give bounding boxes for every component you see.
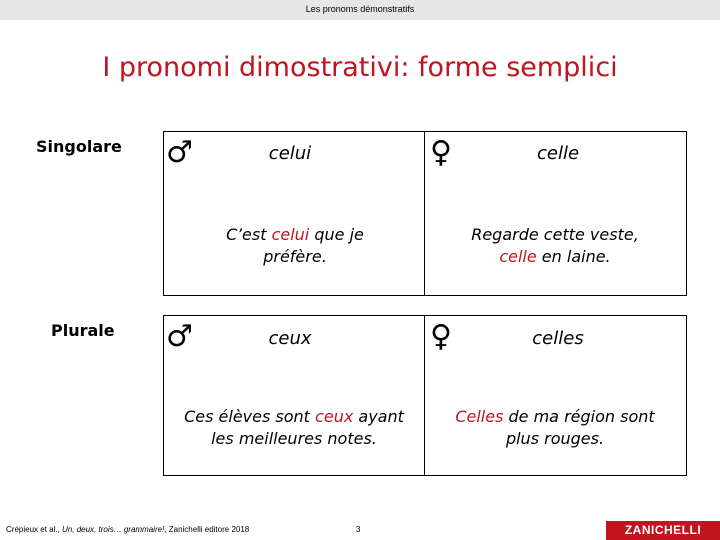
pronoun-celle: celle <box>536 143 580 164</box>
singular-divider <box>424 131 425 296</box>
female-symbol-icon: ♀ <box>430 135 452 170</box>
female-symbol-icon: ♀ <box>430 319 452 354</box>
row-label-plurale: Plurale <box>51 321 115 340</box>
plural-divider <box>424 315 425 476</box>
pronoun-ceux: ceux <box>268 328 312 349</box>
header-bar <box>0 0 720 20</box>
male-symbol-icon: ♂ <box>166 319 193 354</box>
header-text: Les pronoms démonstratifs <box>305 4 415 14</box>
male-symbol-icon: ♂ <box>166 135 193 170</box>
publisher-logo: ZANICHELLI <box>606 521 720 540</box>
footer-credit: Crépieux et al., Un, deux, trois… grammaire!, Zanichelli editore 2018 <box>6 525 250 534</box>
example-celles: Celles de ma région sont plus rouges. <box>455 407 655 448</box>
pronoun-celui: celui <box>268 143 312 164</box>
slide-title: I pronomi dimostrativi: forme semplici <box>102 52 618 83</box>
example-celui: C’est celui que je préfère. <box>226 225 364 266</box>
pronoun-celles: celles <box>532 328 584 349</box>
row-label-singolare: Singolare <box>36 137 122 156</box>
example-ceux: Ces élèves sont ceux ayant les meilleures notes. <box>184 407 404 448</box>
example-celle: Regarde cette veste, celle en laine. <box>471 225 639 266</box>
page-number: 3 <box>356 525 361 534</box>
